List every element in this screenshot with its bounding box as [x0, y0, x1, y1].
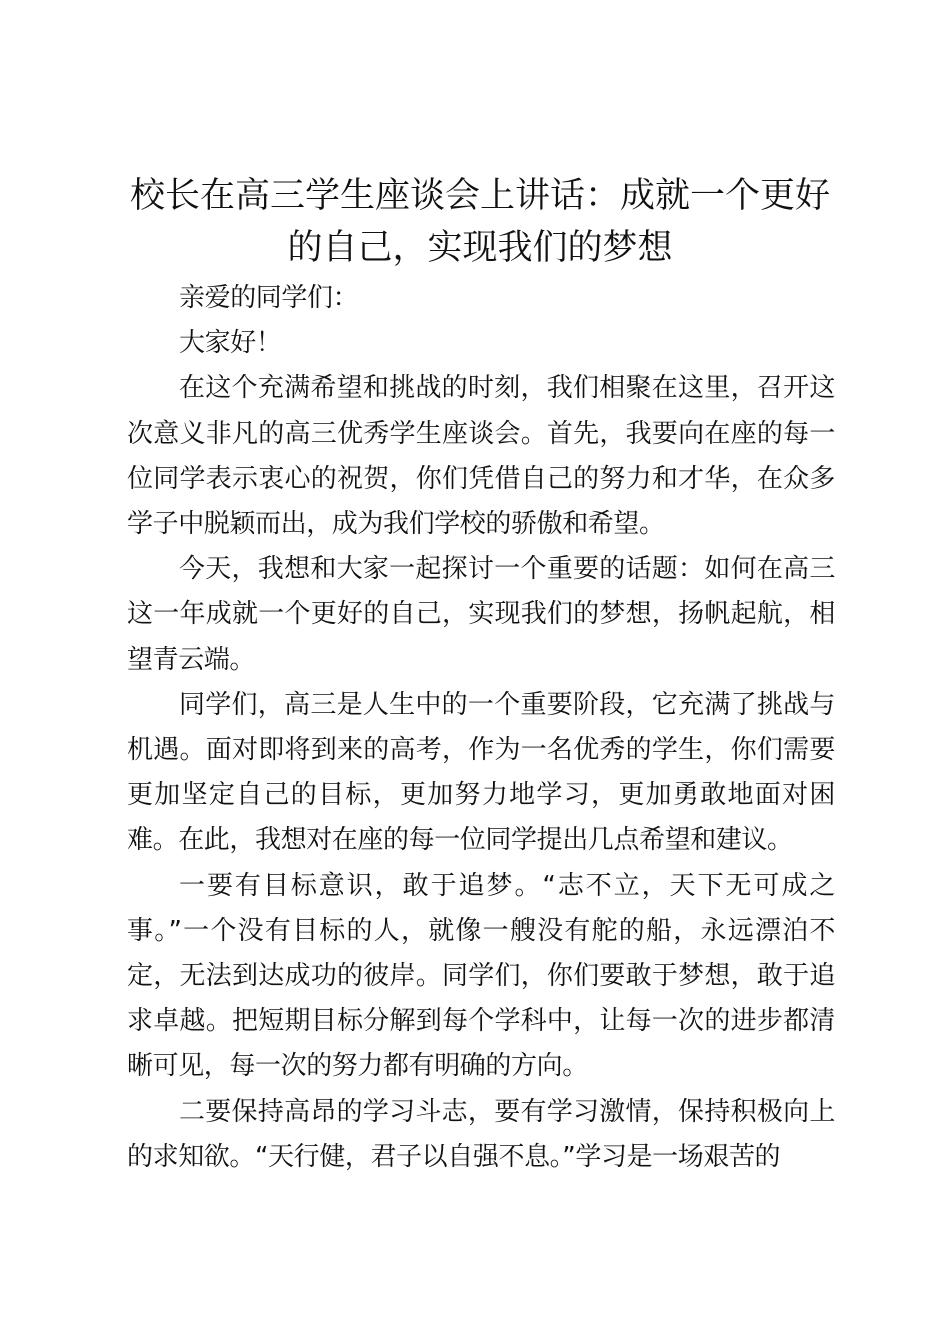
document-title: 校长在高三学生座谈会上讲话：成就一个更好的自己，实现我们的梦想: [129, 176, 830, 268]
paragraph-point-two: 二要保持高昂的学习斗志，要有学习激情，保持积极向上的求知欲。“天行健，君子以自强不息。”学习是一场艰苦的: [127, 1096, 835, 1172]
salutation: 亲爱的同学们：: [179, 283, 359, 313]
paragraph-senior-year: 同学们，高三是人生中的一个重要阶段，它充满了挑战与机遇。面对即将到来的高考，作为一名优秀的学生，你们需要更加坚定自己的目标，更加努力地学习，更加勇敢地面对困难。在此，我想对在座的每一位同学提出几点希望和建议。: [127, 689, 835, 856]
paragraph-point-one: 一要有目标意识，敢于追梦。“志不立，天下无可成之事。”一个没有目标的人，就像一艘没有舵的船，永远漂泊不定，无法到达成功的彼岸。同学们，你们要敢于梦想，敢于追求卓越。把短期目标分解到每个学科中，让每一次的进步都清晰可见，每一次的努力都有明确的方向。: [127, 870, 835, 1082]
paragraph-opening: 在这个充满希望和挑战的时刻，我们相聚在这里，召开这次意义非凡的高三优秀学生座谈会。首先，我要向在座的每一位同学表示衷心的祝贺，你们凭借自己的努力和才华，在众多学子中脱颖而出，成为我们学校的骄傲和希望。: [127, 373, 835, 540]
paragraph-topic: 今天，我想和大家一起探讨一个重要的话题：如何在高三这一年成就一个更好的自己，实现我们的梦想，扬帆起航，相望青云端。: [127, 554, 835, 675]
greeting: 大家好！: [179, 328, 282, 359]
document-body: [127, 276, 835, 1180]
